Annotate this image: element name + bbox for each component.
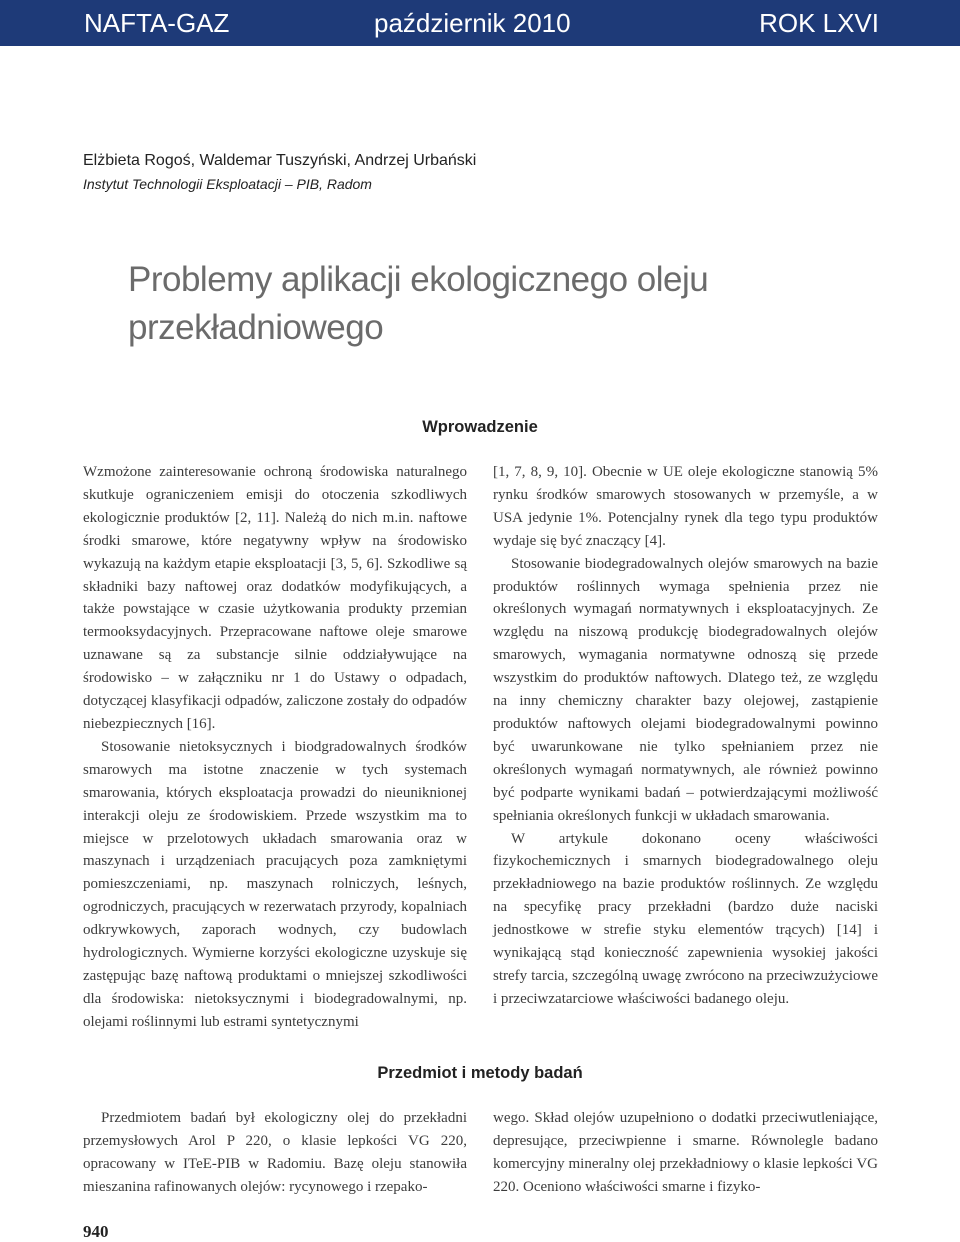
issue-date: październik 2010 xyxy=(374,8,571,38)
methods-left-column xyxy=(83,1107,467,1199)
journal-header-bar xyxy=(0,0,960,46)
paragraph: W artykule dokonano oceny właściwości fizykochemicznych i smarnych biodegradowalnego oleju przekładniowego na bazie produktów roślinnych. Ze względu na specyfikę pracy przekładni (bardzo duże naciski jednostkowe w strefie styku elementów trących) [14] i wynikającą stąd konieczność zapewnienia wysokiej jakości strefy tarcia, szczególną uwagę zwrócono na przeciwzużyciowe i przeciwzatarciowe właściwości badanego oleju. xyxy=(493,830,878,1007)
intro-right-column xyxy=(493,461,878,1011)
article-title: Problemy aplikacji ekologicznego oleju przekładniowego xyxy=(128,260,709,347)
paragraph: [1, 7, 8, 9, 10]. Obecnie w UE oleje ekologiczne stanowią 5% rynku środków smarowych stosowanych w przemyśle, a w USA jedynie 1%. Potencjalny rynek dla tego typu produktów wydaje się być znaczący [4]. xyxy=(493,464,878,549)
paragraph: wego. Skład olejów uzupełniono o dodatki przeciwutleniające, depresujące, przeciwpienne i smarne. Równolegle badano komercyjny mineralny olej przekładniowy o klasie lepkości VG 220. Oceniono właściwości smarne i fizyko- xyxy=(493,1110,878,1195)
paragraph: Stosowanie biodegradowalnych olejów smarowych na bazie produktów roślinnych wymaga spełnienia przez nie określonych wymagań normatywnych i eksploatacyjnych. Ze względu na niszową produkcję biodegradowalnych olejów smarowych, wymagania normatywne odnoszą się przede wszystkim do produktów naftowych. Dlatego też, ze względu na inny chemiczny charakter bazy olejowej, zastąpienie produktów naftowych olejami biodegradowalnymi powinno być uwarunkowane nie tylko spełnianiem przez nie określonych wymagań normatywnych, ale również powinno być podparte wynikami badań – potwierdzającymi możliwość spełniania określonych funkcji w układach smarowania. xyxy=(493,555,878,824)
page-number: 940 xyxy=(83,1222,109,1241)
authors: Elżbieta Rogoś, Waldemar Tuszyński, Andrzej Urbański xyxy=(83,152,477,169)
paragraph: Wzmożone zainteresowanie ochroną środowiska naturalnego skutkuje ograniczeniem emisji do otoczenia szkodliwych ekologicznie produktów [2, 11]. Należą do nich m.in. naftowe środki smarowe, które negatywny wpływ na środowisko wykazują na każdym etapie eksploatacji [3, 5, 6]. Szkodliwe są składniki bazy naftowej oraz dodatków modyfikujących, a także powstające w czasie użytkowania produkty przemian termooksydacyjnych. Przepracowane naftowe oleje smarowe uznawane są za substancje silnie oddziaływujące na środowisko – w załączniku nr 1 do Ustawy o odpadach, dotyczącej klasyfikacji odpadów, zaliczone zostały do odpadów niebezpiecznych [16]. xyxy=(83,464,467,732)
paragraph: Stosowanie nietoksycznych i biodgradowalnych środków smarowych ma istotne znaczenie w tych systemach smarowania, których eksploatacja prowadzi do nieuniknionej interakcji oleju ze środowiskiem. Przede wszystkim ma to miejsce w przelotowych układach smarowania oraz w maszynach i urządzeniach pracujących poza zamkniętymi pomieszczeniami, np. maszynach rolniczych, leśnych, ogrodniczych, pracujących w rezerwatach przyrody, kopalniach odkrywkowych, zaporach wodnych, czy budowlach hydrologicznych. Wymierne korzyści ekologiczne uzyskuje się zastępując bazę naftową produktami o mniejszej szkodliwości dla środowiska: nietoksycznymi i biodegradowalnymi, np. olejami roślinnymi lub estrami syntetycznymi xyxy=(83,738,467,1030)
section-heading-methods: Przedmiot i metody badań xyxy=(377,1064,583,1082)
intro-left-column xyxy=(83,461,467,1034)
journal-volume: ROK LXVI xyxy=(759,8,879,38)
section-heading-intro: Wprowadzenie xyxy=(422,418,538,436)
paragraph: Przedmiotem badań był ekologiczny olej do przekładni przemysłowych Arol P 220, o klasie lepkości VG 220, opracowany w ITeE-PIB w Radomiu. Bazę oleju stanowiła mieszanina rafinowanych olejów: rycynowego i rzepako- xyxy=(83,1110,467,1195)
affiliation: Instytut Technologii Eksploatacji – PIB, Radom xyxy=(83,176,372,192)
methods-right-column xyxy=(493,1107,878,1199)
journal-name: NAFTA-GAZ xyxy=(84,8,230,38)
